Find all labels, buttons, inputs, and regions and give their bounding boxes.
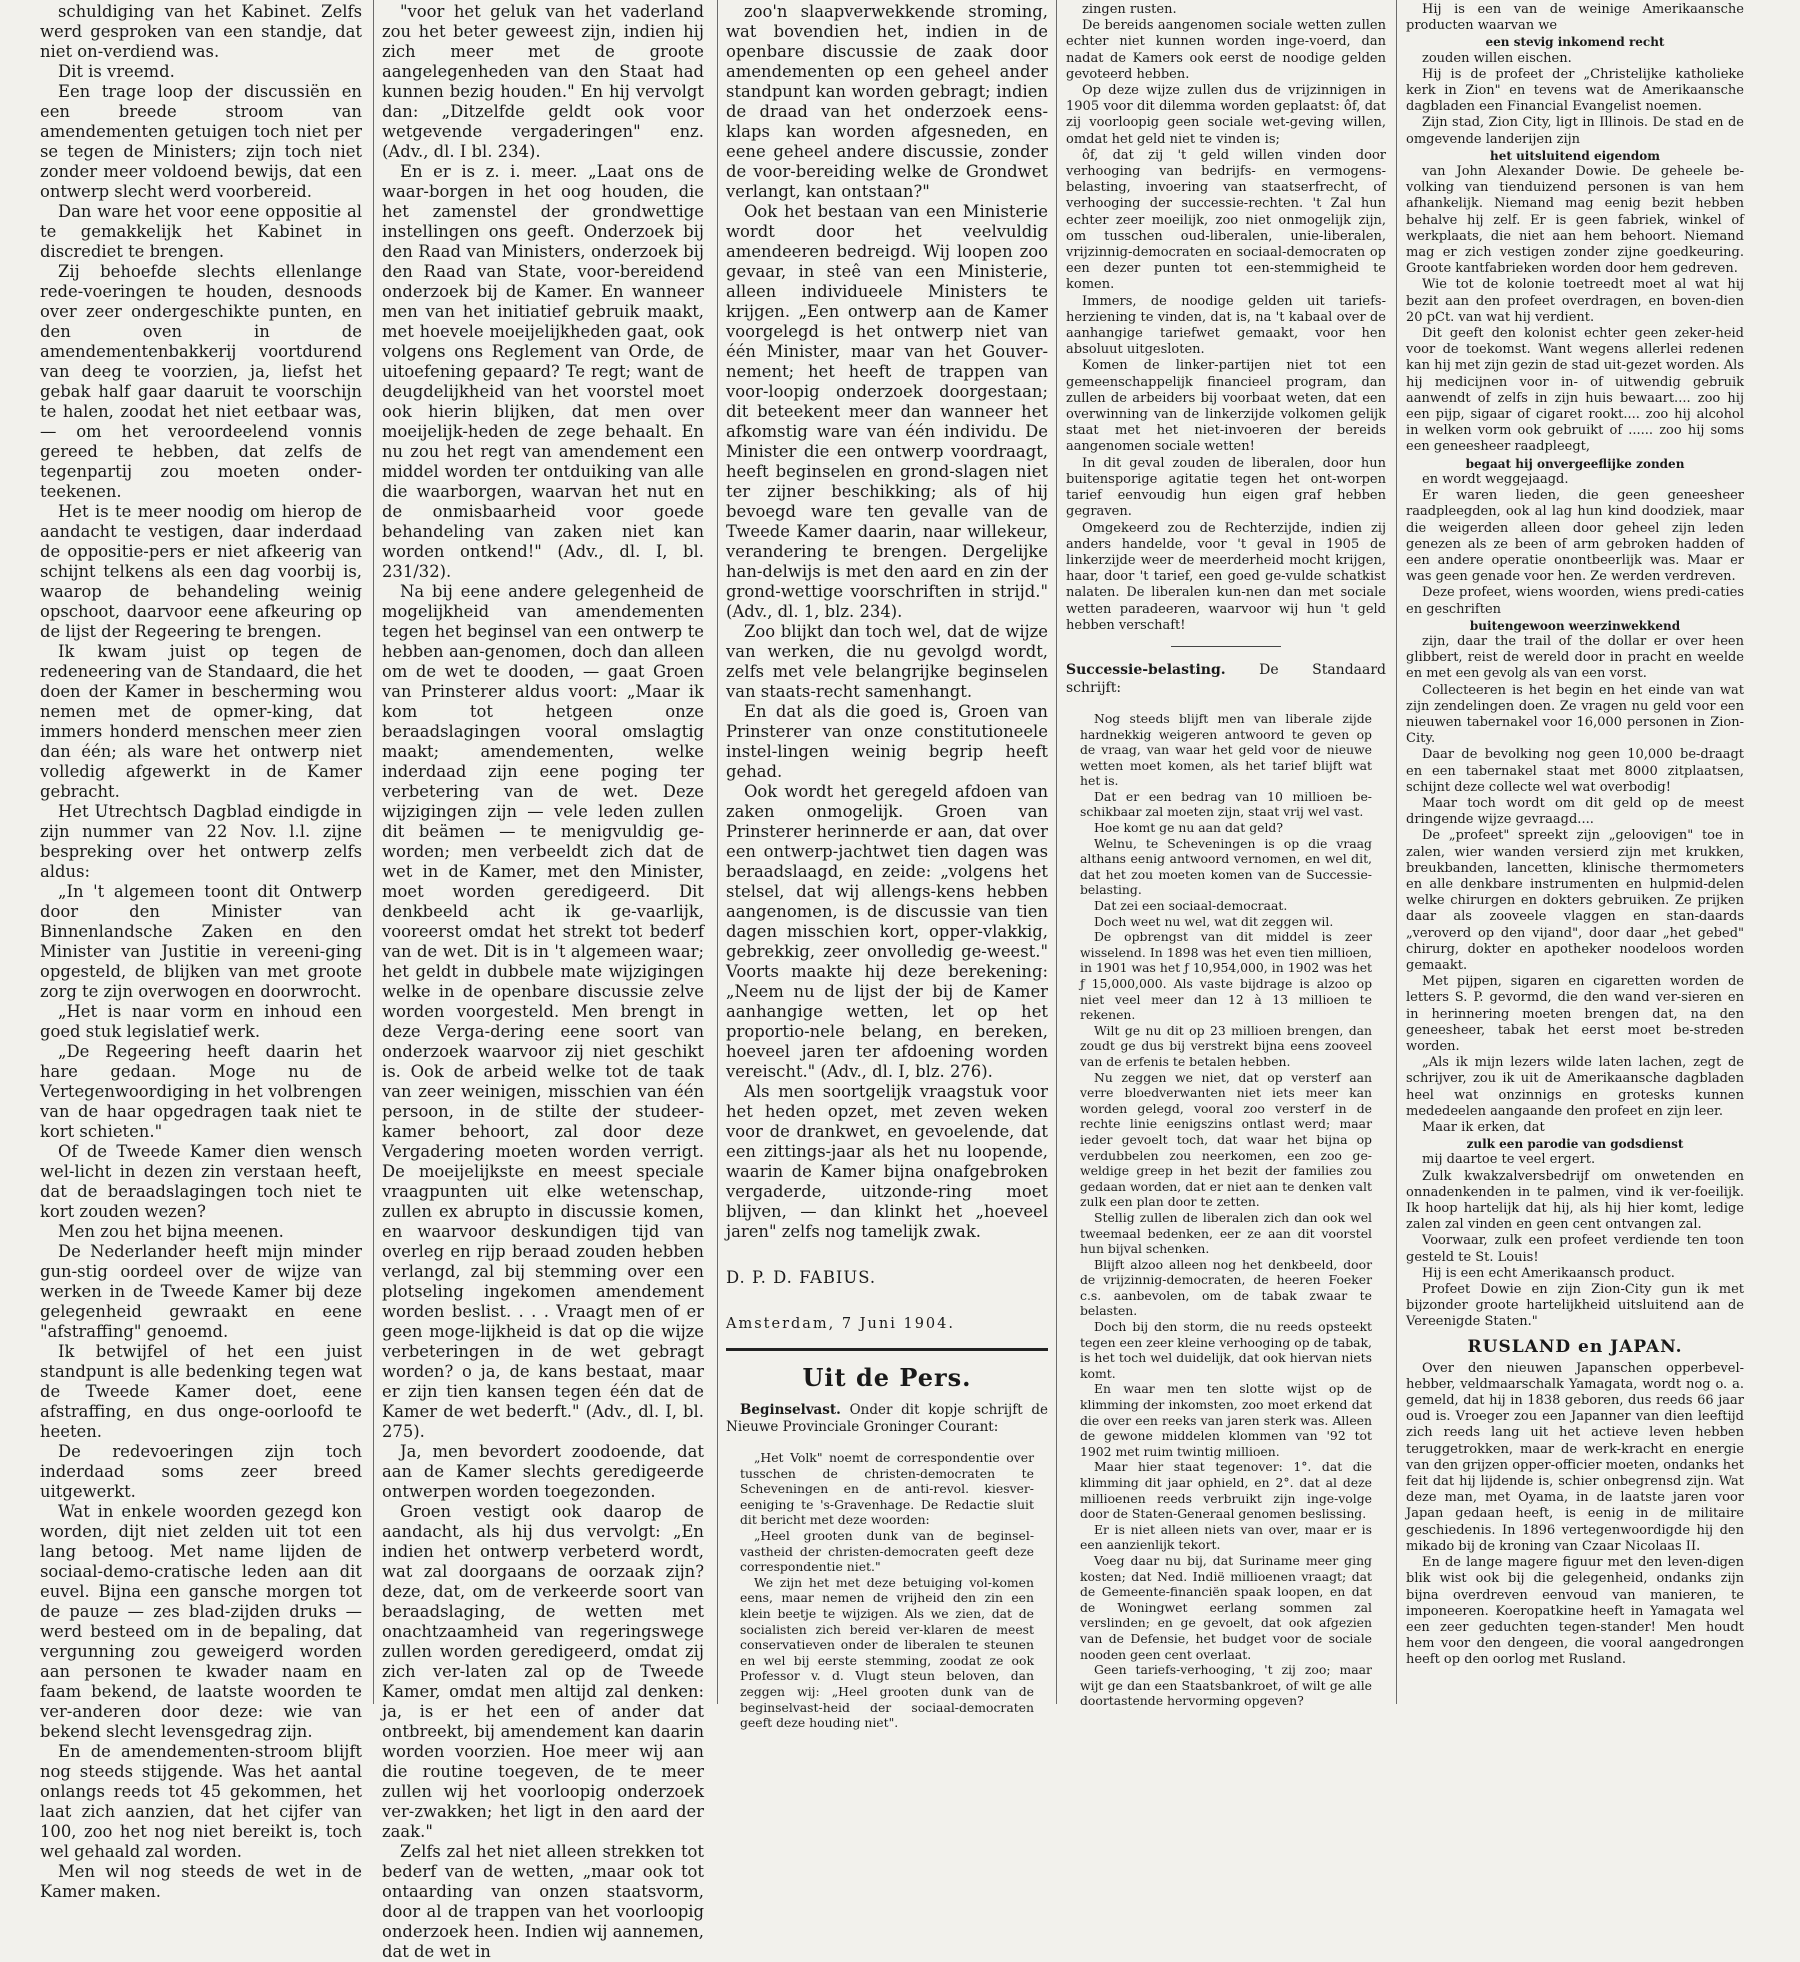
pers-paragraph [740, 1528, 1034, 1575]
paragraph: Ook wordt het geregeld afdoen van zaken onmogelijk. Groen van Prinsterer herinnerde er aan, dat over een ontwerp-jachtwet tien dagen was beraadslaagd, en zeide: „volgens het stelsel, dat wij allengs-kens hebben aangenomen, is de discussie van tien dagen misschien kort, opper-vlakkig, gebrekkig, zeer onvolledig ge-weest." Voorts maakte hij deze berekening: „Neem nu de lijst der bij de Kamer aanhangige wetten, let op het proportio-nele belang, en bereken, hoeveel jaren ter afdoening worden vereischt." (Adv., dl. I, blz. 276). [726, 782, 1048, 1081]
author-signature: D. P. D. FABIUS. [726, 1268, 877, 1287]
paragraph: Het Utrechtsch Dagblad eindigde in zijn nummer van 22 Nov. l.l. zijne bespreking over het ontwerp zelfs aldus: [40, 802, 362, 881]
paragraph: Op deze wijze zullen dus de vrijzinnigen in 1905 voor dit dilemma worden geplaatst: ôf, dat zij voorloopig geen sociale wet-geving willen, omdat het geld niet te vinden is; [1066, 83, 1386, 147]
pers-paragraph [740, 1450, 1034, 1528]
article-divider [1171, 646, 1281, 647]
paragraph: Maar ik erken, dat [1422, 1120, 1545, 1136]
paragraph: De bereids aangenomen sociale wetten zullen echter niet kunnen worden inge-voerd, dan nadat de Kamers ook eerst de noodige gelden gevoteerd hebben. [1066, 18, 1386, 82]
quoted-paragraph: Welnu, te Scheveningen is op die vraag althans eenig antwoord vernomen, en wel dit, dat het zou moeten komen van de Successie-belasting. [1080, 835, 1372, 898]
quoted-paragraph: Wilt ge nu dit op 23 millioen brengen, dan zoudt ge dus bij verstrekt bijna eens zooveel van de erfenis te betalen hebben. [1080, 1022, 1372, 1069]
paragraph: Maar toch wordt om dit geld op de meest dringende wijze gevraagd.... [1406, 795, 1744, 828]
paragraph: Het is te meer noodig om hierop de aandacht te vestigen, daar inderdaad de oppositie-pers er niet afkeerig van schijnt telkens als een dag voorbij is, waarop de behandeling weinig opschoot, daarvoor eene afkeuring op de lijst der Regeering te brengen. [40, 502, 362, 641]
quoted-paragraph: Blijft alzoo alleen nog het denkbeeld, door de vrijzinnig-democraten, de heeren Foeker c.s. aanbevolen, om de tabak zwaar te belasten. [1080, 1256, 1372, 1319]
paragraph: Zoo blijkt dan toch wel, dat de wijze van werken, die nu gevolgd wordt, zelfs met vele belangrijke beginselen van staats-recht samenhangt. [726, 622, 1048, 701]
paragraph: Met pijpen, sigaren en cigaretten worden de letters S. P. gevormd, die den wand ver-sieren en in herinnering moeten brengen dat, na den geneesheer, tabak het eerst moet be-streden worden. [1406, 974, 1744, 1054]
column-3 [720, 0, 1054, 1731]
subheading: begaat hij onvergeeflijke zonden [1465, 456, 1685, 471]
paragraph: Profeet Dowie en zijn Zion-City gun ik met bijzonder groote hartelijkheid uitsluitend aan de Vereenigde Staten." [1406, 1282, 1744, 1330]
paragraph: Over den nieuwen Japanschen opperbevel-hebber, veldmaarschalk Yamagata, wordt nog o. a. gemeld, dat hij in 1838 geboren, dus reeds 66 jaar oud is. Vroeger zou een Japanner van dien leeftijd zich reeds lang uit het actieve leven hebben teruggetrokken, maar de werk-kracht en energie van den grijzen opper-officier moeten, ondanks het feit dat hij lijdende is, schier onbegrensd zijn. Wat deze man, met Oyama, in de laatste jaren voor Japan gedaan heeft, is eenig in de militaire geschiedenis. In 1896 vertegenwoordigde hij den mikado bij de kroning van Czaar Nicolaas II. [1406, 1360, 1744, 1554]
paragraph: "voor het geluk van het vaderland zou het beter geweest zijn, indien hij zich meer met de groote aangelegenheden van den Staat had kunnen bezig houden." En hij vervolgt dan: „Ditzelfde geldt ook voor wetgevende vergaderingen" enz. (Adv., dl. I bl. 234). [382, 2, 704, 161]
paragraph: De „profeet" spreekt zijn „geloovigen" toe in zalen, wier wanden versierd zijn met krukken, breukbanden, lancetten, klinische thermometers en alle denkbare instrumenten en hulpmid-delen welke chirurgen en dokters gebruiken. Ze prijken daar als zooveele vlaggen en stan-daards „veroverd op den vijand", door daar „het gebed" chirurg, dokter en apotheker noodeloos worden gemaakt. [1406, 828, 1744, 973]
paragraph: Wat in enkele woorden gezegd kon worden, dijt niet zelden uit tot een lang betoog. Met name lijden de sociaal-demo-cratische leden aan dit euvel. Bijna een gansche morgen tot de pauze — zes blad-zijden druks — werd besteed om in de bepaling, dat vergunning zou geweigerd worden aan personen te kwader naam en faam bekend, de laatste woorden te ver-anderen door deze: wie van bekend slecht levensgedrag zijn. [40, 1502, 362, 1741]
paragraph: Groen vestigt ook daarop de aandacht, als hij dus vervolgt: „En indien het ontwerp verbeterd wordt, wat zal doorgaans de oorzaak zijn? deze, dat, om de verkeerde soort van beraadslaging, de wetten met onachtzaamheid van regeringswege zullen worden geredigeerd, omdat zij zich ver-laten zal op de Tweede Kamer, omdat men altijd zal denken: ja, is er het een of ander dat ontbreekt, bij amendement kan daarin worden voorzien. Hoe meer wij aan die routine toegeven, de te meer zullen wij het voorloopig onderzoek ver-zwakken; het ligt in den aard der zaak." [382, 1502, 704, 1841]
paragraph: En de amendementen-stroom blijft nog steeds stijgende. Was het aantal onlangs reeds tot 45 gekommen, het laat zich aanzien, dat het cijfer van 100, zoo het nog niet bereikt is, toch wel gehaald zal worden. [40, 1742, 362, 1861]
paragraph: Hij is een echt Amerikaansch product. [1422, 1265, 1675, 1281]
paragraph: Ja, men bevordert zoodoende, dat aan de Kamer slechts geredigeerde ontwerpen worden toegezonden. [382, 1442, 704, 1501]
pers-paragraph [740, 1575, 1034, 1731]
paragraph: Deze profeet, wiens woorden, wiens predi-caties en geschriften [1406, 585, 1744, 617]
quoted-paragraph: Er is niet alleen niets van over, maar er is een aanzienlijk tekort. [1080, 1521, 1372, 1553]
pers-paragraph [726, 1402, 1048, 1436]
section-divider [726, 1348, 1048, 1351]
column-1 [34, 0, 368, 1901]
column-divider [1056, 0, 1057, 1704]
quoted-paragraph: En waar men ten slotte wijst op de klimming der inkomsten, zoo moet erkend dat die over een reeks van jaren sterk was. Alleen de gewone middelen klommen van '92 tot 1902 met ruim twintig millioen. [1080, 1381, 1372, 1459]
subheading: zulk een parodie van godsdienst [1466, 1137, 1684, 1152]
paragraph: Een trage loop der discussiën en een breede stroom van amendementen getuigen toch niet per se tegen de Ministers; zijn toch niet zonder meer voldoend bewijs, dat een ontwerp slecht werd voorbereid. [40, 82, 362, 201]
paragraph: „De Regeering heeft daarin het hare gedaan. Moge nu de Vertegenwoordiging in het volbrengen van de haar opgedragen taak niet te kort schieten." [40, 1042, 362, 1141]
paragraph: Er waren lieden, die geen geneesheer raadpleegden, ook al lag hun kind doodziek, maar die weigerden alleen door geheel zijn leden genezen als ze been of arm gebroken hadden of een andere operatie onontbeerlijk was. Maar er was geen genade voor hen. Ze werden verdreven. [1406, 488, 1744, 585]
paragraph: De Nederlander heeft mijn minder gun-stig oordeel over de wijze van werken in de Tweede Kamer bij deze gelegenheid gewraakt en eene "afstraffing" genoemd. [40, 1242, 362, 1341]
paragraph: „Als ik mijn lezers wilde laten lachen, zegt de schrijver, zou ik uit de Amerikaansche dagbladen heel wat onzinnigs en grotesks kunnen mededeelen aangaande den profeet en zijn leer. [1406, 1055, 1744, 1119]
quoted-paragraph: Maar hier staat tegenover: 1°. dat die klimming dit jaar ophield, en 2°. dat al deze millioenen reeds verbruikt zijn inge-volge door de Staten-Generaal genomen beslissing. [1080, 1459, 1372, 1522]
paragraph: Men wil nog steeds de wet in de Kamer maken. [40, 1862, 362, 1901]
paragraph: Zijn stad, Zion City, ligt in Illinois. De stad en de omgevende landerijen zijn [1406, 115, 1744, 147]
paragraph: Men zou het bijna meenen. [58, 1222, 284, 1241]
paragraph: Ik betwijfel of het een juist standpunt is alle bedenking tegen wat de Tweede Kamer doet, eene afstraffing, en dus onge-oorloofd te heeten. [40, 1342, 362, 1441]
paragraph: „In 't algemeen toont dit Ontwerp door den Minister van Binnenlandsche Zaken en den Minister van Justitie in vereeni-ging opgesteld, de blijken van met groote zorg te zijn overwogen en doorwrocht. [40, 882, 362, 1001]
quoted-paragraph: Doch bij den storm, die nu reeds opsteekt tegen een zeer kleine verhooging op de tabak, is het toch wel duidelijk, dat ook hiervan niets komt. [1080, 1319, 1372, 1381]
pers-text: Onder dit kopje schrijft de Nieuwe Provinciale Groninger Courant: [726, 1402, 1049, 1435]
quoted-paragraph: De opbrengst van dit middel is zeer wisselend. In 1898 was het even tien millioen, in 1901 was het ƒ 10,954,000, in 1902 was het ƒ 15,000,000. Als vaste bijdrage is alzoo op niet veel meer dan 12 à 13 millioen te rekenen. [1080, 929, 1372, 1023]
paragraph: en wordt weggejaagd. [1422, 471, 1569, 487]
paragraph: Dit geeft den kolonist echter geen zeker-heid voor de toekomst. Want wegens allerlei redenen kan hij met zijn gezin de stad uit-gezet worden. Als hij medicijnen voor in- of uitwendig gebruik aanwendt of zelfs in zijn huis bewaart.... zoo hij een pijp, sigaar of cigaret rookt.... zoo hij alcohol in welken vorm ook gebruikt of ...... zoo hij soms een geneesheer raadpleegt, [1406, 326, 1744, 455]
paragraph: van John Alexander Dowie. De geheele be-volking van tienduizend personen is van hem afhankelijk. Niemand mag eenig bezit hebben behalve hij zelf. Er is geen fabriek, winkel of werkplaats, die niet aan hem behoort. Niemand mag er zich vestigen zonder zijne goedkeuring. Groote kantfabrieken worden door hem gedreven. [1406, 164, 1744, 277]
paragraph: Dan ware het voor eene oppositie al te gemakkelijk het Kabinet in discrediet te brengen. [40, 202, 362, 261]
paragraph: Wie tot de kolonie toetreedt moet al wat hij bezit aan den profeet overdragen, en boven-dien 20 pCt. van wat hij verdient. [1406, 277, 1744, 325]
paragraph: zoo'n slaapverwekkende stroming, wat bovendien het, indien in de openbare discussie de zaak door amendementen op een geheel ander standpunt kan worden gebragt; indien de draad van het onderzoek eens-klaps kan worden afgesneden, en eene geheel andere discussie, zonder de voor-bereiding welke de Grondwet verlangt, kan ontstaan?" [726, 2, 1048, 201]
paragraph: Zij behoefde slechts ellenlange rede-voeringen te houden, desnoods over zeer ondergeschikte punten, en den oven in de amendementenbakkerij voortdurend van deeg te voorzien, ja, liefst het gebak half gaar daaruit te voorschijn te halen, zoodat het niet eetbaar was, — om het veroordeelend vonnis gereed te hebben, dat zelfs de tegenpartij zou moeten onder-teekenen. [40, 262, 362, 501]
paragraph: Na bij eene andere gelegenheid de mogelijkheid van amendementen tegen het beginsel van een ontwerp te hebben aan-genomen, doch dan alleen om de wet te dooden, — gaat Groen van Prinsterer aldus voort: „Maar ik kom tot hetgeen onze beraadslagingen vooral omslagtig maakt; amendementen, welke inderdaad zijn eene poging ter verbetering van de wet. Deze wijzigingen zijn — vele leden zullen dit beämen — te menigvuldig ge-worden; men verbeeldt zich dat de wet in de Kamer, met den Minister, moet worden geredigeerd. Dit denkbeeld acht ik ge-vaarlijk, vooreerst omdat het strekt tot bederf van de wet. Dit is in 't algemeen waar; het geldt in dubbele mate wijzigingen welke in de openbare discussie zelve worden voorgesteld. Men brengt in deze Verga-dering eene soort van onderzoek waarvoor zij niet geschikt is. Ook de arbeid welke tot de taak van zeer weinigen, misschien van één persoon, in de stilte der studeer-kamer behoort, zal door deze Vergadering moeten worden verrigt. De moeijelijkste en meest speciale vraagpunten uit elke wetenschap, zullen ex abrupto in discussie komen, en waarvoor deskundigen tijd van overleg en rijp beraad zouden hebben verlangd, zal bij stemming over een plotseling ingekomen amendement worden beslist. . . . Vraagt men of er geen moge-lijkheid is dat op die wijze verbeteringen in de wet gebragt worden? o ja, de kans bestaat, maar er zijn tien kansen tegen één dat de Kamer de wet bederft." (Adv., dl. I, bl. 275). [382, 582, 704, 1441]
column-2 [376, 0, 710, 1961]
paragraph: Omgekeerd zou de Rechterzijde, indien zij anders handelde, voor 't geval in 1905 de linkerzijde weer de meerderheid mocht krijgen, haar, door 't tarief, een goed ge-vulde schatkist nalaten. De liberalen kun-nen dan met sociale wetten paradeeren, waarvoor wij hun 't geld hebben verschaft! [1066, 520, 1386, 633]
paragraph: Immers, de noodige gelden uit tariefs-herziening te vinden, dat is, na 't kabaal over de aanhangige tariefwet gemaakt, voor hen absoluut uitgesloten. [1066, 293, 1386, 358]
pers-rubric: Beginselvast. [740, 1402, 841, 1418]
quoted-paragraph: Dat zei een sociaal-democraat. [1094, 898, 1288, 914]
paragraph: zouden willen eischen. [1422, 50, 1572, 66]
column-divider [1396, 0, 1397, 1704]
column-divider [373, 0, 374, 1704]
quoted-paragraph: Voeg daar nu bij, dat Suriname meer ging kosten; dat Ned. Indië millioenen vraagt; dat de Gemeente-financiën spaak loopen, en dat de Woningwet eerlang sommen zal verslinden; en ge gevoelt, dat ook afgezien van de Defensie, het budget voor de sociale nooden geen cent overlaat. [1080, 1552, 1372, 1662]
quoted-paragraph: Geen tariefs-verhooging, 't zij zoo; maar wijt ge dan een Staatsbankroet, of wilt ge alle doortastende hervorming opgeven? [1080, 1662, 1372, 1709]
paragraph: En dat als die goed is, Groen van Prinsterer van onze constitutioneele instel-lingen weinig begrip heeft gehad. [726, 702, 1048, 781]
paragraph: zijn, daar the trail of the dollar er over heen glibbert, reist de wereld door in pracht en weelde en met een gevolg als van een vorst. [1406, 633, 1744, 682]
paragraph: Als men soortgelijk vraagstuk voor het heden opzet, met zeven weken voor de drankwet, en gevoelende, dat een zittings-jaar als het nu loopende, waarin de Kamer bijna onafgebroken vergaderde, uitzonde-ring moet blijven, — dan klinkt het „hoeveel jaren" zelfs nog tamelijk zwak. [726, 1082, 1048, 1241]
paragraph: zingen rusten. [1082, 2, 1177, 17]
paragraph: Hij is de profeet der „Christelijke katholieke kerk in Zion" en tevens wat de Amerikaansche dagbladen een Financial Evangelist noemen. [1406, 66, 1744, 115]
quoted-paragraph: Stellig zullen de liberalen zich dan ook wel tweemaal bedenken, eer ze aan dit voorstel hun bijval schenken. [1080, 1209, 1372, 1257]
column-4 [1060, 0, 1392, 1709]
subheading: buitengewoon weerzinwekkend [1469, 618, 1681, 633]
paragraph: „Het is naar vorm en inhoud een goed stuk legislatief werk. [40, 1002, 362, 1041]
paragraph: Voorwaar, zulk een profeet verdiende ten toon gesteld te St. Louis! [1406, 1233, 1744, 1265]
paragraph: De redevoeringen zijn toch inderdaad soms zeer breed uitgewerkt. [40, 1442, 362, 1501]
paragraph: Zulk kwakzalversbedrijf om onwetenden en onnadenkenden in te palmen, vind ik ver-foeilijk. Ik hoop hartelijk dat hij, als hij hier komt, ledige zalen zal vinden en geen cent ontvangen zal. [1406, 1168, 1744, 1233]
paragraph: Zelfs zal het niet alleen strekken tot bederf van de wetten, „maar ook tot ontaarding van onzen staatsvorm, door al de trappen van het voorloopig onderzoek heen. Indien wij aannemen, dat de wet in [382, 1842, 704, 1961]
quoted-paragraph: Doch weet nu wel, wat dit zeggen wil. [1094, 913, 1334, 929]
subheading: het uitsluitend eigendom [1489, 148, 1660, 163]
quoted-paragraph: Hoe komt ge nu aan dat geld? [1094, 820, 1284, 836]
pers-text: „Het Volk" noemt de correspondentie over tusschen de christen-democraten te Scheveningen en de anti-revol. kiesver-eeniging te 's-Gravenhage. De Redactie sluit dit bericht met deze woorden: [740, 1450, 1034, 1528]
paragraph: Ook het bestaan van een Ministerie wordt door het veelvuldig amendeeren bedreigd. Wij loopen zoo gevaar, in steê van een Ministerie, alleen individueele Ministers te krijgen. „Een ontwerp aan de Kamer voorgelegd is het ontwerp niet van één Minister, maar van het Gouver-nement; het heeft de trappen van voor-loopig onderzoek doorgestaan; dit beteekent meer dan wanneer het afkomstig ware van één individu. De Minister die een ontwerp voordraagt, heeft beginselen en grond-slagen niet ter zijner beschikking; als of hij bevoegd ware ten gevalle van de Tweede Kamer daarin, naar willekeur, verandering te brengen. Dergelijke han-delwijs is met den aard en zin der grond-wettige voorschriften in strijd." (Adv., dl. 1, blz. 234). [726, 202, 1048, 621]
dateline: Amsterdam, 7 Juni 1904. [726, 1316, 955, 1332]
paragraph: ôf, dat zij 't geld willen vinden door verhooging van bedrijfs- en vermogens-belasting, invoering van staatserfrecht, of verhooging der successie-rechten. 't Zal hun echter zeer moeilijk, zoo niet onmogelijk zijn, om tusschen oud-liberalen, unie-liberalen, vrijzinnig-democraten en sociaal-democraten op een dezer punten tot een-stemmigheid te komen. [1066, 147, 1386, 293]
column-5 [1400, 0, 1750, 1704]
article-rubric: Successie-belasting. [1066, 661, 1226, 678]
quoted-paragraph: Dat er een bedrag van 10 millioen be-schikbaar zal moeten zijn, staat vrij wel vast. [1080, 788, 1372, 820]
paragraph: En er is z. i. meer. „Laat ons de waar-borgen in het oog houden, die het zamenstel der grondwettige instellingen ons geeft. Onderzoek bij den Raad van Ministers, onderzoek bij den Raad van State, voor-bereidend onderzoek bij de Kamer. En wanneer men van het initiatief gebruik maakt, met hoevele moeijelijkheden gaat, ook volgens ons Reglement van Orde, de uitoefening gepaard? Te regt; want de deugdelijkheid van het voorstel moet ook hierin blijken, dat men over moeijelijk-heden de zege behaalt. En nu zou het regt van amendement een middel worden ter ontduiking van alle die waarborgen, waarvan het nut en de onmisbaarheid voor goede behandeling van zaken niet kan worden ontkend!" (Adv., dl. I, bl. 231/32). [382, 162, 704, 581]
quoted-paragraph: Nog steeds blijft men van liberale zijde hardnekkig weigeren antwoord te geven op de vraag, van waar het geld voor de nieuwe wetten moet komen, als het tarief blijft wat het is. [1080, 710, 1372, 789]
paragraph: schuldiging van het Kabinet. Zelfs werd gesproken van een standje, dat niet on-verdiend was. [40, 2, 362, 61]
subheading: een stevig inkomend recht [1485, 35, 1665, 50]
paragraph: Dit is vreemd. [58, 62, 175, 81]
article-heading: RUSLAND en JAPAN. [1467, 1336, 1683, 1357]
paragraph: In dit geval zouden de liberalen, door hun buitensporige agitatie tegen het ont-worpen tarief eenvoudig hun eigen graf hebben gegraven. [1066, 455, 1386, 520]
pers-text: We zijn het met deze betuiging vol-komen eens, maar nemen de vrijheid den zin een klein beetje te wijzigen. Als we zien, dat de socialisten zich bereid ver-klaren de meest conservatieven onder de liberalen te steunen en wel bij eerste stemming, zoodat ze ook Professor v. d. Vlugt steun beloven, dan zeggen wij: „Heel grooten dunk van de beginselvast-heid der sociaal-democraten geeft deze houding niet". [740, 1574, 1034, 1731]
paragraph: Of de Tweede Kamer dien wensch wel-licht in dezen zin verstaan heeft, dat de beraadslagingen toch niet te kort zouden wezen? [40, 1142, 362, 1221]
column-divider [717, 0, 718, 1704]
paragraph: Komen de linker-partijen niet tot een gemeenschappelijk financieel program, dan zullen de arbeiders bij voorbaat weten, dat een overwinning van de linkerzijde volkomen gelijk staat met het niet-invoeren der bereids aangenomen sociale wetten! [1066, 358, 1386, 455]
pers-text: „Heel grooten dunk van de beginsel-vastheid der christen-democraten geeft deze correspondentie niet." [740, 1527, 1034, 1575]
paragraph: Collecteeren is het begin en het einde van wat zijn zendelingen doen. Ze vragen nu geld voor een nieuwen tabernakel voor 16,000 personen in Zion-City. [1406, 682, 1744, 747]
article-intro: De Standaard schrijft: [1066, 661, 1386, 696]
paragraph: Ik kwam juist op tegen de redeneering van de Standaard, die het doen der Kamer in bescherming wou nemen met de opmer-king, dat immers honderd menschen meer zien dan één; als ware het ontwerp niet volledig afgewerkt in de Kamer gebracht. [40, 642, 362, 801]
paragraph: En de lange magere figuur met den leven-digen blik wist ook bij die gelegenheid, ondanks zijn bijna overdreven eenvoud van manieren, te imponeeren. Koeropatkine heeft in Yamagata wel een zeer geduchten tegen-stander! Men houdt hem voor den dengeen, die vooral aangedrongen heeft op den oorlog met Rusland. [1406, 1555, 1744, 1668]
quoted-paragraph: Nu zeggen we niet, dat op versterf aan verre bloedverwanten niet iets meer kan worden gelegd, vooral zoo versterf in de rechte linie eenigszins ontlast werd; maar ieder gevoelt toch, dat waar het bijna op verdubbelen zou neerkomen, een zoo ge-weldige greep in het bezit der families zou gedaan worden, dat er niet aan te denken valt zulk een plan door te zetten. [1080, 1069, 1372, 1210]
paragraph: Daar de bevolking nog geen 10,000 be-draagt en een tabernakel staat met 8000 zitplaatsen, schijnt deze collecte wel wat overbodig! [1406, 747, 1744, 795]
paragraph: Hij is een van de weinige Amerikaansche producten waarvan we [1406, 2, 1744, 34]
paragraph: mij daartoe te veel ergert. [1422, 1152, 1596, 1168]
section-title: Uit de Pers. [802, 1363, 972, 1392]
